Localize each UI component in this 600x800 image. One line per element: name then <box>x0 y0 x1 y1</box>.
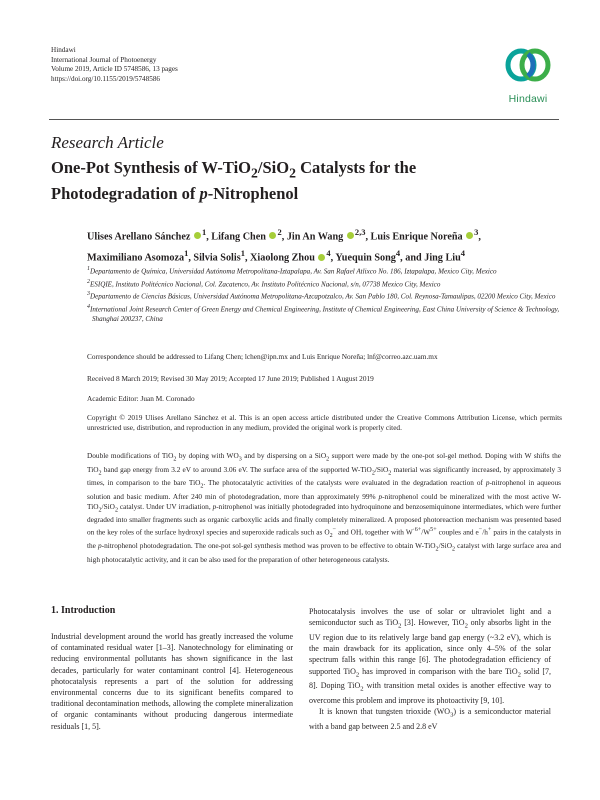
author-name: Jin An Wang <box>286 231 344 243</box>
author-name: Yuequin Song <box>335 252 396 264</box>
article-title: One-Pot Synthesis of W-TiO$_2$/SiO$_2$ Catalysts for the Photodegradation of p-Nitrophenol <box>51 158 417 204</box>
author-name: Maximiliano Asomoza <box>87 252 185 264</box>
author-list: Ulises Arellano Sánchez $^1$, Lifang Chen $^2$, Jin An Wang $^{2,3}$, Luis Enrique Noreña $^3$, Maximiliano Asomoza$^1$, Silvia Solis$^1$, Xiaolong Zhou $^4$, Yuequin Song$^4$, and Jing Liu$^4$ <box>87 227 481 264</box>
orcid-icon[interactable] <box>347 232 354 239</box>
intro-left-column <box>51 631 293 732</box>
publication-dates: Received 8 March 2019; Revised 30 May 2019; Accepted 17 June 2019; Published 1 August 2019 <box>87 374 374 383</box>
correspondence: Correspondence should be addressed to Lifang Chen; lchen@ipn.mx and Luis Enrique Noreña; lnf@correo.azc.uam.mx <box>87 352 438 361</box>
copyright-notice: Copyright © 2019 Ulises Arellano Sánchez et al. This is an open access article distributed under the Creative Commons Attribution License, which permits unrestricted use, distribution, and reproduction in any medium, provided the original work is properly cited. <box>87 413 562 432</box>
journal-name: International Journal of Photoenergy <box>51 55 157 64</box>
affiliation: $^4$International Joint Research Center of Green Energy and Chemical Engineering, Institute of Chemical Engineering, East China University of Science & Technology, Shanghai 200237, China <box>87 303 560 324</box>
hindawi-logo-icon <box>496 42 560 92</box>
orcid-icon[interactable] <box>466 232 473 239</box>
affiliations <box>87 264 562 324</box>
header-divider <box>49 119 559 120</box>
journal-doi[interactable]: https://doi.org/10.1155/2019/5748586 <box>51 74 161 83</box>
publisher-name: Hindawi <box>51 46 76 54</box>
paragraph: Photocatalysis involves the use of solar or ultraviolet light and a semiconductor such as TiO$_2$ [3]. However, TiO$_2$ only absorbs light in the UV region due to its relatively large band gap energy (~3.2 eV), which is the main drawback for its application, since only 4–5% of the solar spectrum falls within this range [6]. The photodegradation efficiency of supported TiO$_2$ has improved in comparison with the bare TiO$_2$ solid [7, 8]. Doping TiO$_2$ with transition metal oxides is another effective way to overcome this problem and improve its photoactivity [9, 10]. <box>309 607 552 706</box>
intro-right-column <box>309 606 551 732</box>
author-name: Jing Liu <box>424 252 461 264</box>
affiliation: $^2$ESIQIE, Instituto Politécnico Nacional, Col. Zacatenco, Av. Instituto Politécnico Nacional, s/n, 07738 Mexico City, Mexico <box>87 278 441 288</box>
paragraph: Industrial development around the world has greatly increased the volume of contaminated residual water [1–3]. Nanotechnology for eliminating or reducing environmental pollutants has shown significance in the last decades, particularly for water contaminant control [4]. Heterogeneous photocatalysis represents a part of the solution for addressing environmental concerns due to its significant benefits compared to traditional decontamination methods, allowing the complete mineralization of organic contaminants without producing dangerous intermediate residuals [1, 5]. <box>51 632 293 731</box>
orcid-icon[interactable] <box>318 254 325 261</box>
author-name: Lifang Chen <box>211 231 266 243</box>
orcid-icon[interactable] <box>194 232 201 239</box>
author-name: Luis Enrique Noreña <box>370 231 463 243</box>
author-name: Silvia Solis <box>193 252 241 264</box>
academic-editor: Academic Editor: Juan M. Coronado <box>87 394 195 403</box>
hindawi-logo[interactable] <box>496 42 560 110</box>
affiliation: $^3$Departamento de Ciencias Básicas, Universidad Autónoma Metropolitana-Azcapotzalco, Av. San Pablo 180, Col. Reynosa-Tamaulipas, 02200 Mexico City, Mexico <box>87 291 556 301</box>
journal-info <box>51 46 178 84</box>
paragraph: It is known that tungsten trioxide $(WO_3)$ is a semiconductor material with a band gap between 2.5 and 2.8 eV <box>309 707 551 732</box>
section-heading: 1. Introduction <box>51 605 116 616</box>
abstract: Double modifications of TiO$_2$ by doping with $WO_3$ and by dispersing on a SiO$_2$ support were made by the one-pot sol-gel method. Doping with W shifts the TiO$_2$ band gap energy from 3.2 eV to around 3.06 eV. The surface area of the supported W-TiO$_2$/SiO$_2$ material was significantly increased, by approximately 3 times, in comparison to the bare TiO$_2$. The photocatalytic activities of the catalysts were evaluated in the degradation reaction of p-nitrophenol in aqueous solution and basic medium. After 240 min of photodegradation, more than approximately 99% p-nitrophenol could be mineralized with the most active W-TiO$_2$/SiO$_2$ catalyst. Under UV irradiation, p-nitrophenol was initially photodegraded into hydroquinone and benzosemiquinone intermediates, which were further degraded into smaller fragments such as organic carboxylic acids and finally completely mineralized. A proposed photoreaction mechanism was presented based on the key roles of the surface hydroxyl species and superoxide radicals such as $O_2^-$ and OH, together with $W^{\cdot 6+}/W^{5+}$ couples and e−/h+ pairs in the catalysts in the p-nitrophenol photodegradation. The one-pot sol-gel synthesis method was proven to be effective to obtain W-TiO$_2$/SiO$_2$ catalyst with large surface area and high photocatalytic activity, and it can be also used for the preparation of other heterogeneous catalysts. <box>87 451 561 564</box>
journal-volume: Volume 2019, Article ID 5748586, 13 pages <box>51 65 178 74</box>
article-type: Research Article <box>51 133 164 152</box>
author-name: Ulises Arellano Sánchez <box>87 231 191 243</box>
hindawi-logo-text: Hindawi <box>508 93 548 105</box>
affiliation: $^1$Departamento de Química, Universidad Autónoma Metropolitana-Iztapalapa, Av. San Rafael Atlixco No. 186, Iztapalapa, Mexico City, Mexico <box>87 266 497 276</box>
author-name: Xiaolong Zhou <box>250 252 315 264</box>
orcid-icon[interactable] <box>269 232 276 239</box>
